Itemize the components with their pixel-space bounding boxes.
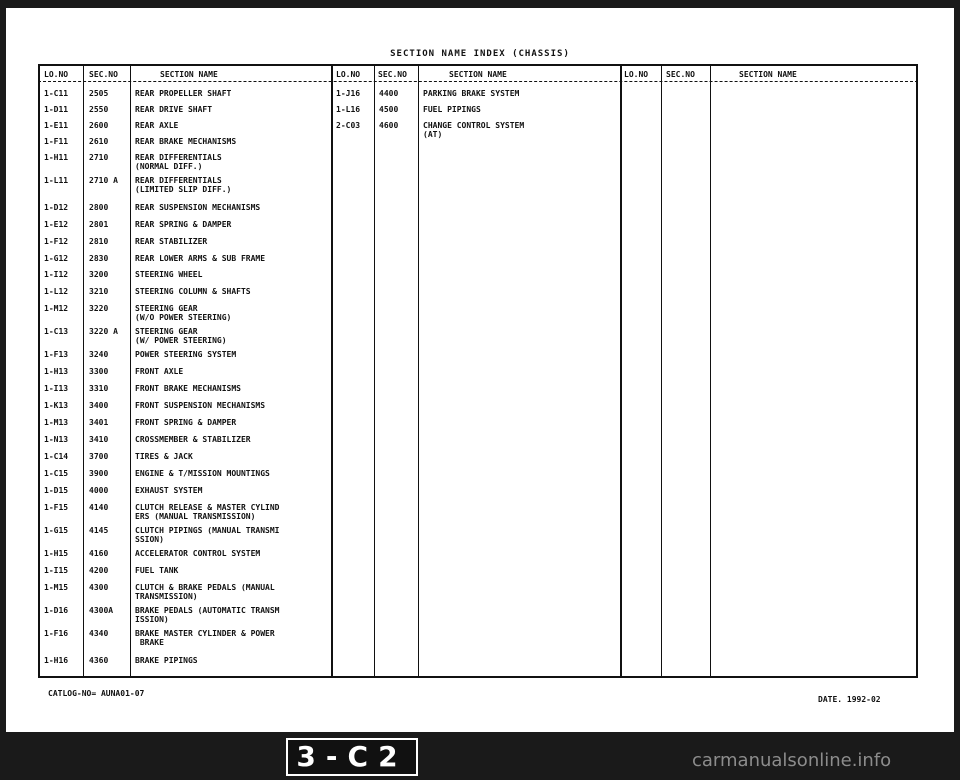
divider <box>710 64 711 678</box>
section-name: REAR DIFFERENTIALS (NORMAL DIFF.) <box>135 153 222 171</box>
section-number: 4500 <box>379 105 399 114</box>
lo-number: 1-M15 <box>44 583 69 592</box>
section-number: 2600 <box>89 121 109 130</box>
catalog-number: CATLOG-NO= AUNA01-07 <box>48 689 145 698</box>
header-section-name: SECTION NAME <box>449 70 507 79</box>
section-number: 4300 <box>89 583 109 592</box>
section-number: 4200 <box>89 566 109 575</box>
section-name: FRONT BRAKE MECHANISMS <box>135 384 241 393</box>
section-name: BRAKE PIPINGS <box>135 656 198 665</box>
section-number: 3200 <box>89 270 109 279</box>
lo-number: 1-C14 <box>44 452 69 461</box>
header-section-name: SECTION NAME <box>160 70 218 79</box>
lo-number: 1-I12 <box>44 270 69 279</box>
section-number: 3300 <box>89 367 109 376</box>
lo-number: 1-F12 <box>44 237 69 246</box>
scan-edge-right <box>954 0 960 780</box>
section-number: 2810 <box>89 237 109 246</box>
lo-number: 1-C15 <box>44 469 69 478</box>
section-number: 4360 <box>89 656 109 665</box>
section-name: ENGINE & T/MISSION MOUNTINGS <box>135 469 270 478</box>
section-name: REAR STABILIZER <box>135 237 208 246</box>
section-number: 4340 <box>89 629 109 638</box>
divider <box>620 64 622 678</box>
lo-number: 1-D11 <box>44 105 69 114</box>
section-number: 2550 <box>89 105 109 114</box>
scan-edge-top <box>0 0 960 8</box>
lo-number: 1-C13 <box>44 327 69 336</box>
section-number: 3220 A <box>89 327 118 336</box>
lo-number: 1-G15 <box>44 526 69 535</box>
lo-number: 1-D12 <box>44 203 69 212</box>
lo-number: 1-H11 <box>44 153 69 162</box>
section-name: FUEL TANK <box>135 566 179 575</box>
print-date: DATE. 1992-02 <box>818 695 881 704</box>
header-divider <box>38 81 918 82</box>
section-name: REAR AXLE <box>135 121 179 130</box>
header-sec-no: SEC.NO <box>378 70 407 79</box>
divider <box>83 64 84 678</box>
section-name: BRAKE PEDALS (AUTOMATIC TRANSM ISSION) <box>135 606 280 624</box>
lo-number: 2-C03 <box>336 121 361 130</box>
section-name: CHANGE CONTROL SYSTEM (AT) <box>423 121 525 139</box>
section-name: ACCELERATOR CONTROL SYSTEM <box>135 549 261 558</box>
section-name: REAR BRAKE MECHANISMS <box>135 137 237 146</box>
lo-number: 1-L16 <box>336 105 361 114</box>
section-number: 4600 <box>379 121 399 130</box>
section-number: 3210 <box>89 287 109 296</box>
section-number: 2830 <box>89 254 109 263</box>
section-name: FRONT SUSPENSION MECHANISMS <box>135 401 266 410</box>
lo-number: 1-E11 <box>44 121 69 130</box>
lo-number: 1-H13 <box>44 367 69 376</box>
section-number: 4145 <box>89 526 109 535</box>
lo-number: 1-K13 <box>44 401 69 410</box>
lo-number: 1-N13 <box>44 435 69 444</box>
lo-number: 1-M12 <box>44 304 69 313</box>
section-number: 3310 <box>89 384 109 393</box>
section-number: 3900 <box>89 469 109 478</box>
section-name: PARKING BRAKE SYSTEM <box>423 89 520 98</box>
section-number: 3220 <box>89 304 109 313</box>
section-number: 4140 <box>89 503 109 512</box>
section-number: 3240 <box>89 350 109 359</box>
section-number: 4300A <box>89 606 114 615</box>
header-lo-no: LO.NO <box>336 70 361 79</box>
section-name: CROSSMEMBER & STABILIZER <box>135 435 251 444</box>
lo-number: 1-H15 <box>44 549 69 558</box>
header-lo-no: LO.NO <box>44 70 69 79</box>
section-name: FRONT AXLE <box>135 367 184 376</box>
lo-number: 1-H16 <box>44 656 69 665</box>
lo-number: 1-I13 <box>44 384 69 393</box>
lo-number: 1-F15 <box>44 503 69 512</box>
section-number: 2710 A <box>89 176 118 185</box>
section-name: REAR DRIVE SHAFT <box>135 105 213 114</box>
lo-number: 1-L11 <box>44 176 69 185</box>
section-name: TIRES & JACK <box>135 452 193 461</box>
section-number: 3410 <box>89 435 109 444</box>
scan-edge-left <box>0 0 6 780</box>
divider <box>418 64 419 678</box>
section-name: STEERING GEAR (W/O POWER STEERING) <box>135 304 232 322</box>
section-name: BRAKE MASTER CYLINDER & POWER BRAKE <box>135 629 275 647</box>
section-name: EXHAUST SYSTEM <box>135 486 203 495</box>
section-number: 3700 <box>89 452 109 461</box>
section-name: CLUTCH PIPINGS (MANUAL TRANSMI SSION) <box>135 526 280 544</box>
divider <box>331 64 333 678</box>
section-number: 2710 <box>89 153 109 162</box>
page-number-badge: 3-C2 <box>286 738 418 776</box>
watermark: carmanualsonline.info <box>692 750 892 771</box>
section-number: 4000 <box>89 486 109 495</box>
section-name: REAR LOWER ARMS & SUB FRAME <box>135 254 266 263</box>
section-name: POWER STEERING SYSTEM <box>135 350 237 359</box>
header-sec-no: SEC.NO <box>666 70 695 79</box>
section-name: CLUTCH & BRAKE PEDALS (MANUAL TRANSMISSION) <box>135 583 275 601</box>
divider <box>374 64 375 678</box>
lo-number: 1-G12 <box>44 254 69 263</box>
lo-number: 1-J16 <box>336 89 361 98</box>
section-name: CLUTCH RELEASE & MASTER CYLIND ERS (MANUAL TRANSMISSION) <box>135 503 280 521</box>
section-name: FRONT SPRING & DAMPER <box>135 418 237 427</box>
section-number: 2800 <box>89 203 109 212</box>
lo-number: 1-L12 <box>44 287 69 296</box>
divider <box>661 64 662 678</box>
lo-number: 1-D16 <box>44 606 69 615</box>
lo-number: 1-E12 <box>44 220 69 229</box>
section-number: 2505 <box>89 89 109 98</box>
section-number: 4160 <box>89 549 109 558</box>
section-name: REAR SUSPENSION MECHANISMS <box>135 203 261 212</box>
section-number: 3401 <box>89 418 109 427</box>
section-name: STEERING WHEEL <box>135 270 203 279</box>
section-number: 4400 <box>379 89 399 98</box>
lo-number: 1-C11 <box>44 89 69 98</box>
section-number: 2610 <box>89 137 109 146</box>
header-lo-no: LO.NO <box>624 70 649 79</box>
header-section-name: SECTION NAME <box>739 70 797 79</box>
section-name: STEERING COLUMN & SHAFTS <box>135 287 251 296</box>
lo-number: 1-F11 <box>44 137 69 146</box>
section-name: REAR DIFFERENTIALS (LIMITED SLIP DIFF.) <box>135 176 232 194</box>
section-number: 3400 <box>89 401 109 410</box>
section-name: REAR SPRING & DAMPER <box>135 220 232 229</box>
page-title: SECTION NAME INDEX (CHASSIS) <box>390 49 570 59</box>
lo-number: 1-F13 <box>44 350 69 359</box>
divider <box>130 64 131 678</box>
lo-number: 1-I15 <box>44 566 69 575</box>
section-name: STEERING GEAR (W/ POWER STEERING) <box>135 327 227 345</box>
lo-number: 1-F16 <box>44 629 69 638</box>
lo-number: 1-D15 <box>44 486 69 495</box>
section-name: REAR PROPELLER SHAFT <box>135 89 232 98</box>
lo-number: 1-M13 <box>44 418 69 427</box>
header-sec-no: SEC.NO <box>89 70 118 79</box>
section-name: FUEL PIPINGS <box>423 105 481 114</box>
section-number: 2801 <box>89 220 109 229</box>
